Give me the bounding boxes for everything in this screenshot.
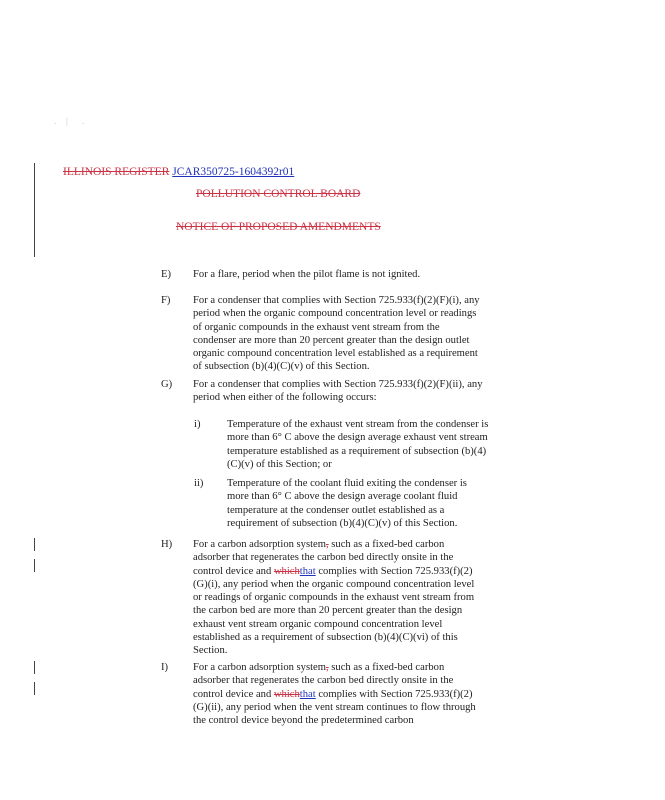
text-segment: such as a fixed-bed carbon adsorber that regenerates the carbon bed directly onsite in the control device and [193, 539, 454, 577]
deleted-register-title: ILLINOIS REGISTER [63, 166, 170, 178]
inserted-word-that: that [299, 688, 316, 700]
paragraph-text: For a condenser that complies with Section 725.933(f)(2)(F)(i), any period when the organic compound concentration level or readings of organic compounds in the exhaust vent stream from the condenser are more than 20 percent greater than the design outlet organic compound concentration level established as a requirement of subsection (b)(4)(C)(v) of this Section. [193, 295, 480, 373]
revision-change-bar [34, 559, 35, 572]
subparagraph-text: Temperature of the coolant fluid exiting the condenser is more than 6° C above the design average coolant fluid temperature at the condenser outlet established as a requirement of subsection (b)(4)(C)(v) of this Section. [227, 478, 467, 529]
text-segment: For a carbon adsorption system [193, 662, 326, 673]
text-segment: complies with Section 725.933(f)(2)(G)(i), any period when the organic compound concentration level or readings of organic compounds in the exhaust vent stream from the carbon bed are more than 20 percent greater than the design exhaust vent stream organic compound concentration level established as a requirement of subsection (b)(4)(C)(vi) of this Section. [193, 565, 475, 657]
scan-speck: | [66, 116, 68, 126]
paragraph-text [193, 538, 483, 658]
deleted-board-title: POLLUTION CONTROL BOARD [196, 188, 361, 200]
paragraph-label: I) [161, 662, 169, 673]
scan-speck: . [82, 116, 85, 126]
inserted-word-that: that [299, 565, 316, 577]
paragraph-label: H) [161, 539, 173, 550]
paragraph-text: For a flare, period when the pilot flame is not ignited. [193, 269, 421, 280]
deleted-word-which: which [273, 688, 300, 700]
revision-change-bar [34, 661, 35, 674]
revision-change-bar [34, 682, 35, 695]
paragraph-label: F) [161, 295, 171, 306]
revision-change-bar [34, 538, 35, 551]
board-heading [196, 188, 360, 201]
deleted-notice-title: NOTICE OF PROPOSED AMENDMENTS [176, 221, 381, 233]
scan-speck: . [54, 116, 57, 126]
paragraph-label: E) [161, 269, 171, 280]
subparagraph-label: i) [194, 419, 201, 430]
paragraph-label: G) [161, 379, 173, 390]
register-heading [63, 166, 294, 179]
deleted-comma: , [326, 539, 329, 550]
text-segment: For a carbon adsorption system [193, 539, 326, 550]
subparagraph-text: Temperature of the exhaust vent stream from the condenser is more than 6° C above the design average exhaust vent stream temperature established as a requirement of subsection (b)(4)(C)(v) of this Section; or [227, 419, 489, 470]
paragraph-text: For a condenser that complies with Section 725.933(f)(2)(F)(ii), any period when either of the following occurs: [193, 379, 483, 404]
text-segment: complies with Section 725.933(f)(2)(G)(ii), any period when the vent stream continues to flow through the control device beyond the predetermined carbon [193, 688, 476, 727]
notice-heading [176, 221, 381, 234]
paragraph-text [193, 661, 483, 727]
deleted-comma: , [326, 662, 329, 673]
subparagraph-label: ii) [194, 478, 204, 489]
inserted-jcar-reference: JCAR350725-1604392r01 [172, 166, 295, 178]
deleted-word-which: which [273, 565, 300, 577]
text-segment: such as a fixed-bed carbon adsorber that regenerates the carbon bed directly onsite in the control device and [193, 662, 454, 700]
revision-change-bar [34, 163, 35, 257]
